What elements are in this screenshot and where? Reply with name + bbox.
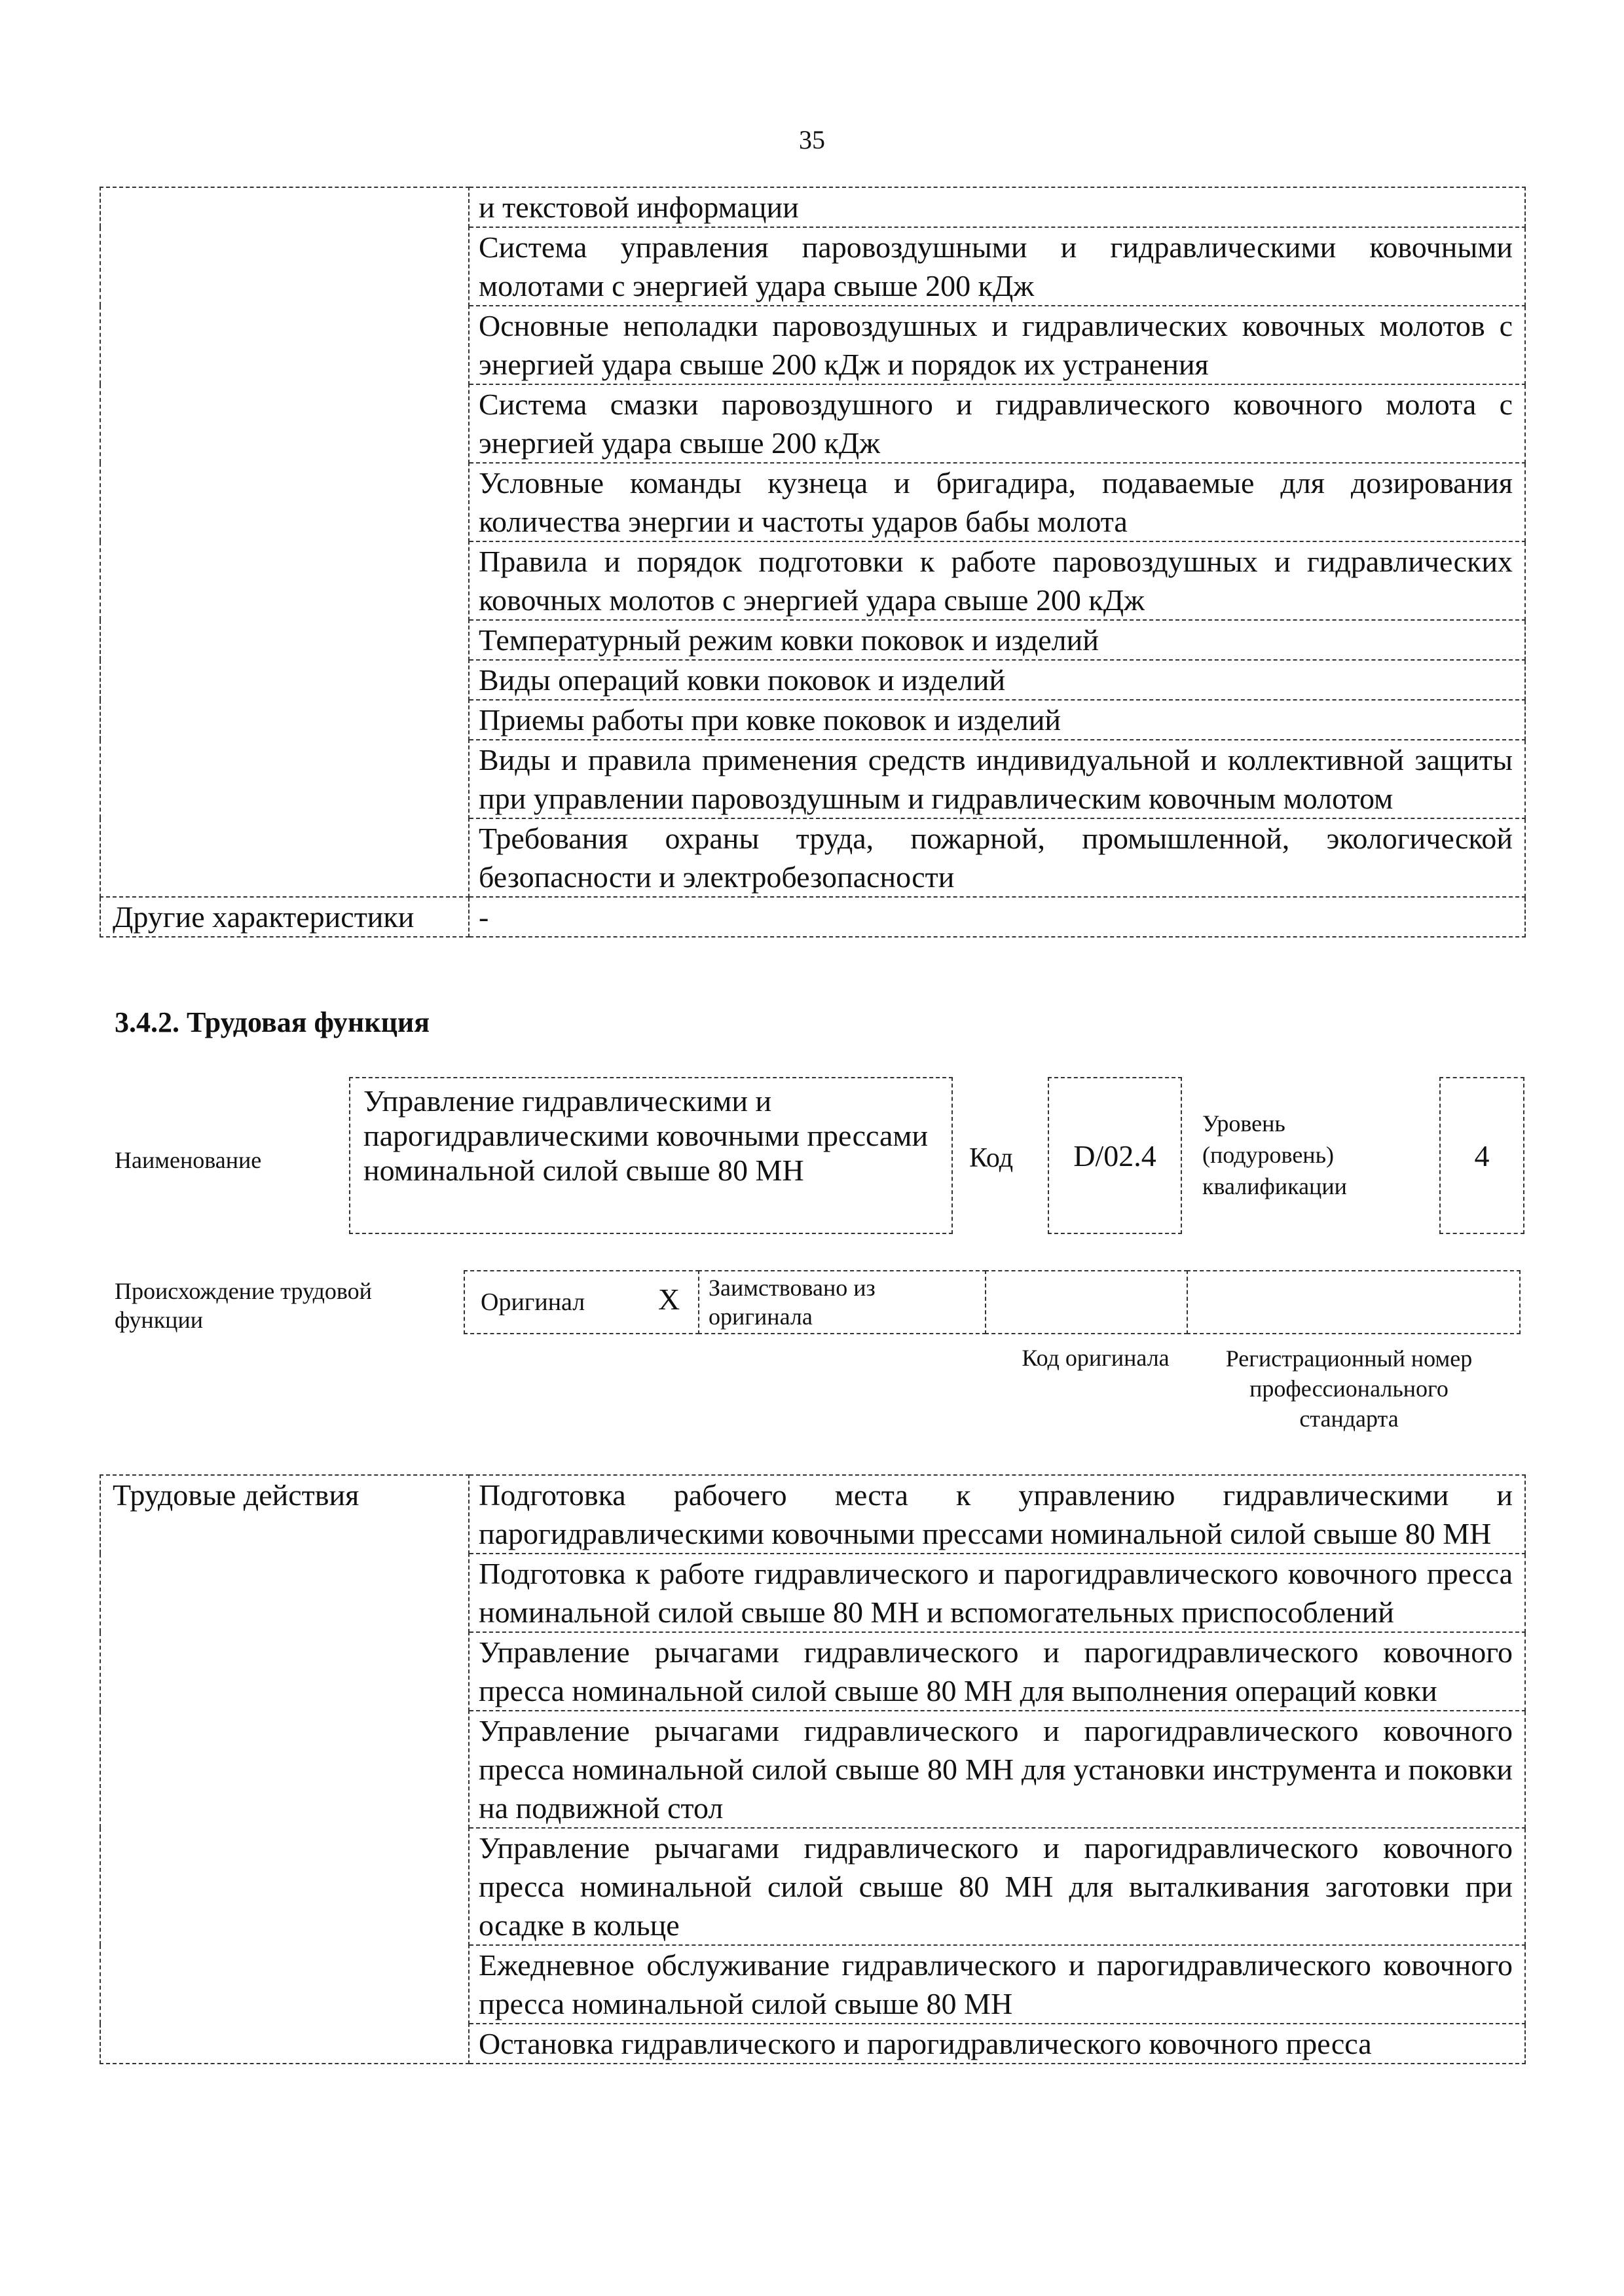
knowledge-label-cell <box>100 187 469 897</box>
labor-actions-label: Трудовые действия <box>100 1475 469 2064</box>
origin-code-caption: Код оригинала <box>1022 1345 1170 1371</box>
labor-action-item: Управление рычагами гидравлического и парогидравлического ковочного пресса номинальной силой свыше 80 МН для выполнения операций ковки <box>469 1632 1525 1711</box>
function-name-box: Управление гидравлическими и парогидравлическими ковочными прессами номинальной силой свыше 80 МН <box>349 1077 953 1234</box>
knowledge-item: Система управления паровоздушными и гидравлическими ковочными молотами с энергией удара свыше 200 кДж <box>469 227 1525 306</box>
level-label: Уровень (подуровень) квалификации <box>1202 1110 1347 1199</box>
knowledge-item: Температурный режим ковки поковок и изделий <box>469 620 1525 660</box>
knowledge-table <box>100 187 1526 938</box>
origin-borrowed-cell: Заимствовано из оригинала <box>698 1270 986 1334</box>
name-label: Наименование <box>115 1147 262 1173</box>
labor-action-item: Управление рычагами гидравлического и парогидравлического ковочного пресса номинальной силой свыше 80 МН для выталкивания заготовки при осадке в кольце <box>469 1828 1525 1945</box>
page-number: 35 <box>799 125 825 155</box>
knowledge-item: Правила и порядок подготовки к работе паровоздушных и гидравлических ковочных молотов с энергией удара свыше 200 кДж <box>469 541 1525 620</box>
other-characteristics-value: - <box>469 897 1525 937</box>
labor-action-item: Остановка гидравлического и парогидравлического ковочного пресса <box>469 2024 1525 2064</box>
table-row <box>100 897 1525 937</box>
table-row <box>100 1475 1525 1554</box>
origin-code-cell <box>985 1270 1188 1334</box>
origin-reg-cell <box>1187 1270 1521 1334</box>
origin-label: Происхождение трудовой функции <box>115 1278 372 1333</box>
origin-mark: X <box>658 1283 680 1316</box>
knowledge-item: Приемы работы при ковке поковок и изделий <box>469 700 1525 740</box>
origin-row <box>465 1270 1524 1334</box>
code-label: Код <box>969 1143 1014 1173</box>
knowledge-item: Виды операций ковки поковок и изделий <box>469 660 1525 700</box>
labor-action-item: Ежедневное обслуживание гидравлического и парогидравлического ковочного пресса номинальной силой свыше 80 МН <box>469 1945 1525 2024</box>
labor-action-item: Подготовка к работе гидравлического и парогидравлического ковочного пресса номинальной силой свыше 80 МН и вспомогательных приспособлений <box>469 1554 1525 1632</box>
knowledge-item: Условные команды кузнеца и бригадира, подаваемые для дозирования количества энергии и частоты ударов бабы молота <box>469 463 1525 541</box>
table-row <box>100 187 1525 227</box>
knowledge-item: Система смазки паровоздушного и гидравлического ковочного молота с энергией удара свыше 200 кДж <box>469 384 1525 463</box>
knowledge-item: Виды и правила применения средств индивидуальной и коллективной защиты при управлении паровоздушным и гидравлическим ковочным молотом <box>469 740 1525 818</box>
labor-action-item: Подготовка рабочего места к управлению гидравлическими и парогидравлическими ковочными прессами номинальной силой свыше 80 МН <box>469 1475 1525 1554</box>
labor-action-item: Управление рычагами гидравлического и парогидравлического ковочного пресса номинальной силой свыше 80 МН для установки инструмента и поковки на подвижной стол <box>469 1711 1525 1828</box>
origin-reg-caption: Регистрационный номер профессионального стандарта <box>1225 1345 1473 1432</box>
other-characteristics-label: Другие характеристики <box>100 897 469 937</box>
origin-original-label: Оригинал <box>481 1288 585 1316</box>
knowledge-item: Требования охраны труда, пожарной, промышленной, экологической безопасности и электробезопасности <box>469 818 1525 897</box>
labor-actions-table <box>100 1474 1526 2064</box>
level-value-box: 4 <box>1439 1077 1524 1234</box>
knowledge-item: Основные неполадки паровоздушных и гидравлических ковочных молотов с энергией удара свыше 200 кДж и порядок их устранения <box>469 306 1525 384</box>
section-heading: 3.4.2. Трудовая функция <box>115 1006 430 1038</box>
knowledge-item: и текстовой информации <box>469 187 1525 227</box>
code-value-box: D/02.4 <box>1048 1077 1182 1234</box>
